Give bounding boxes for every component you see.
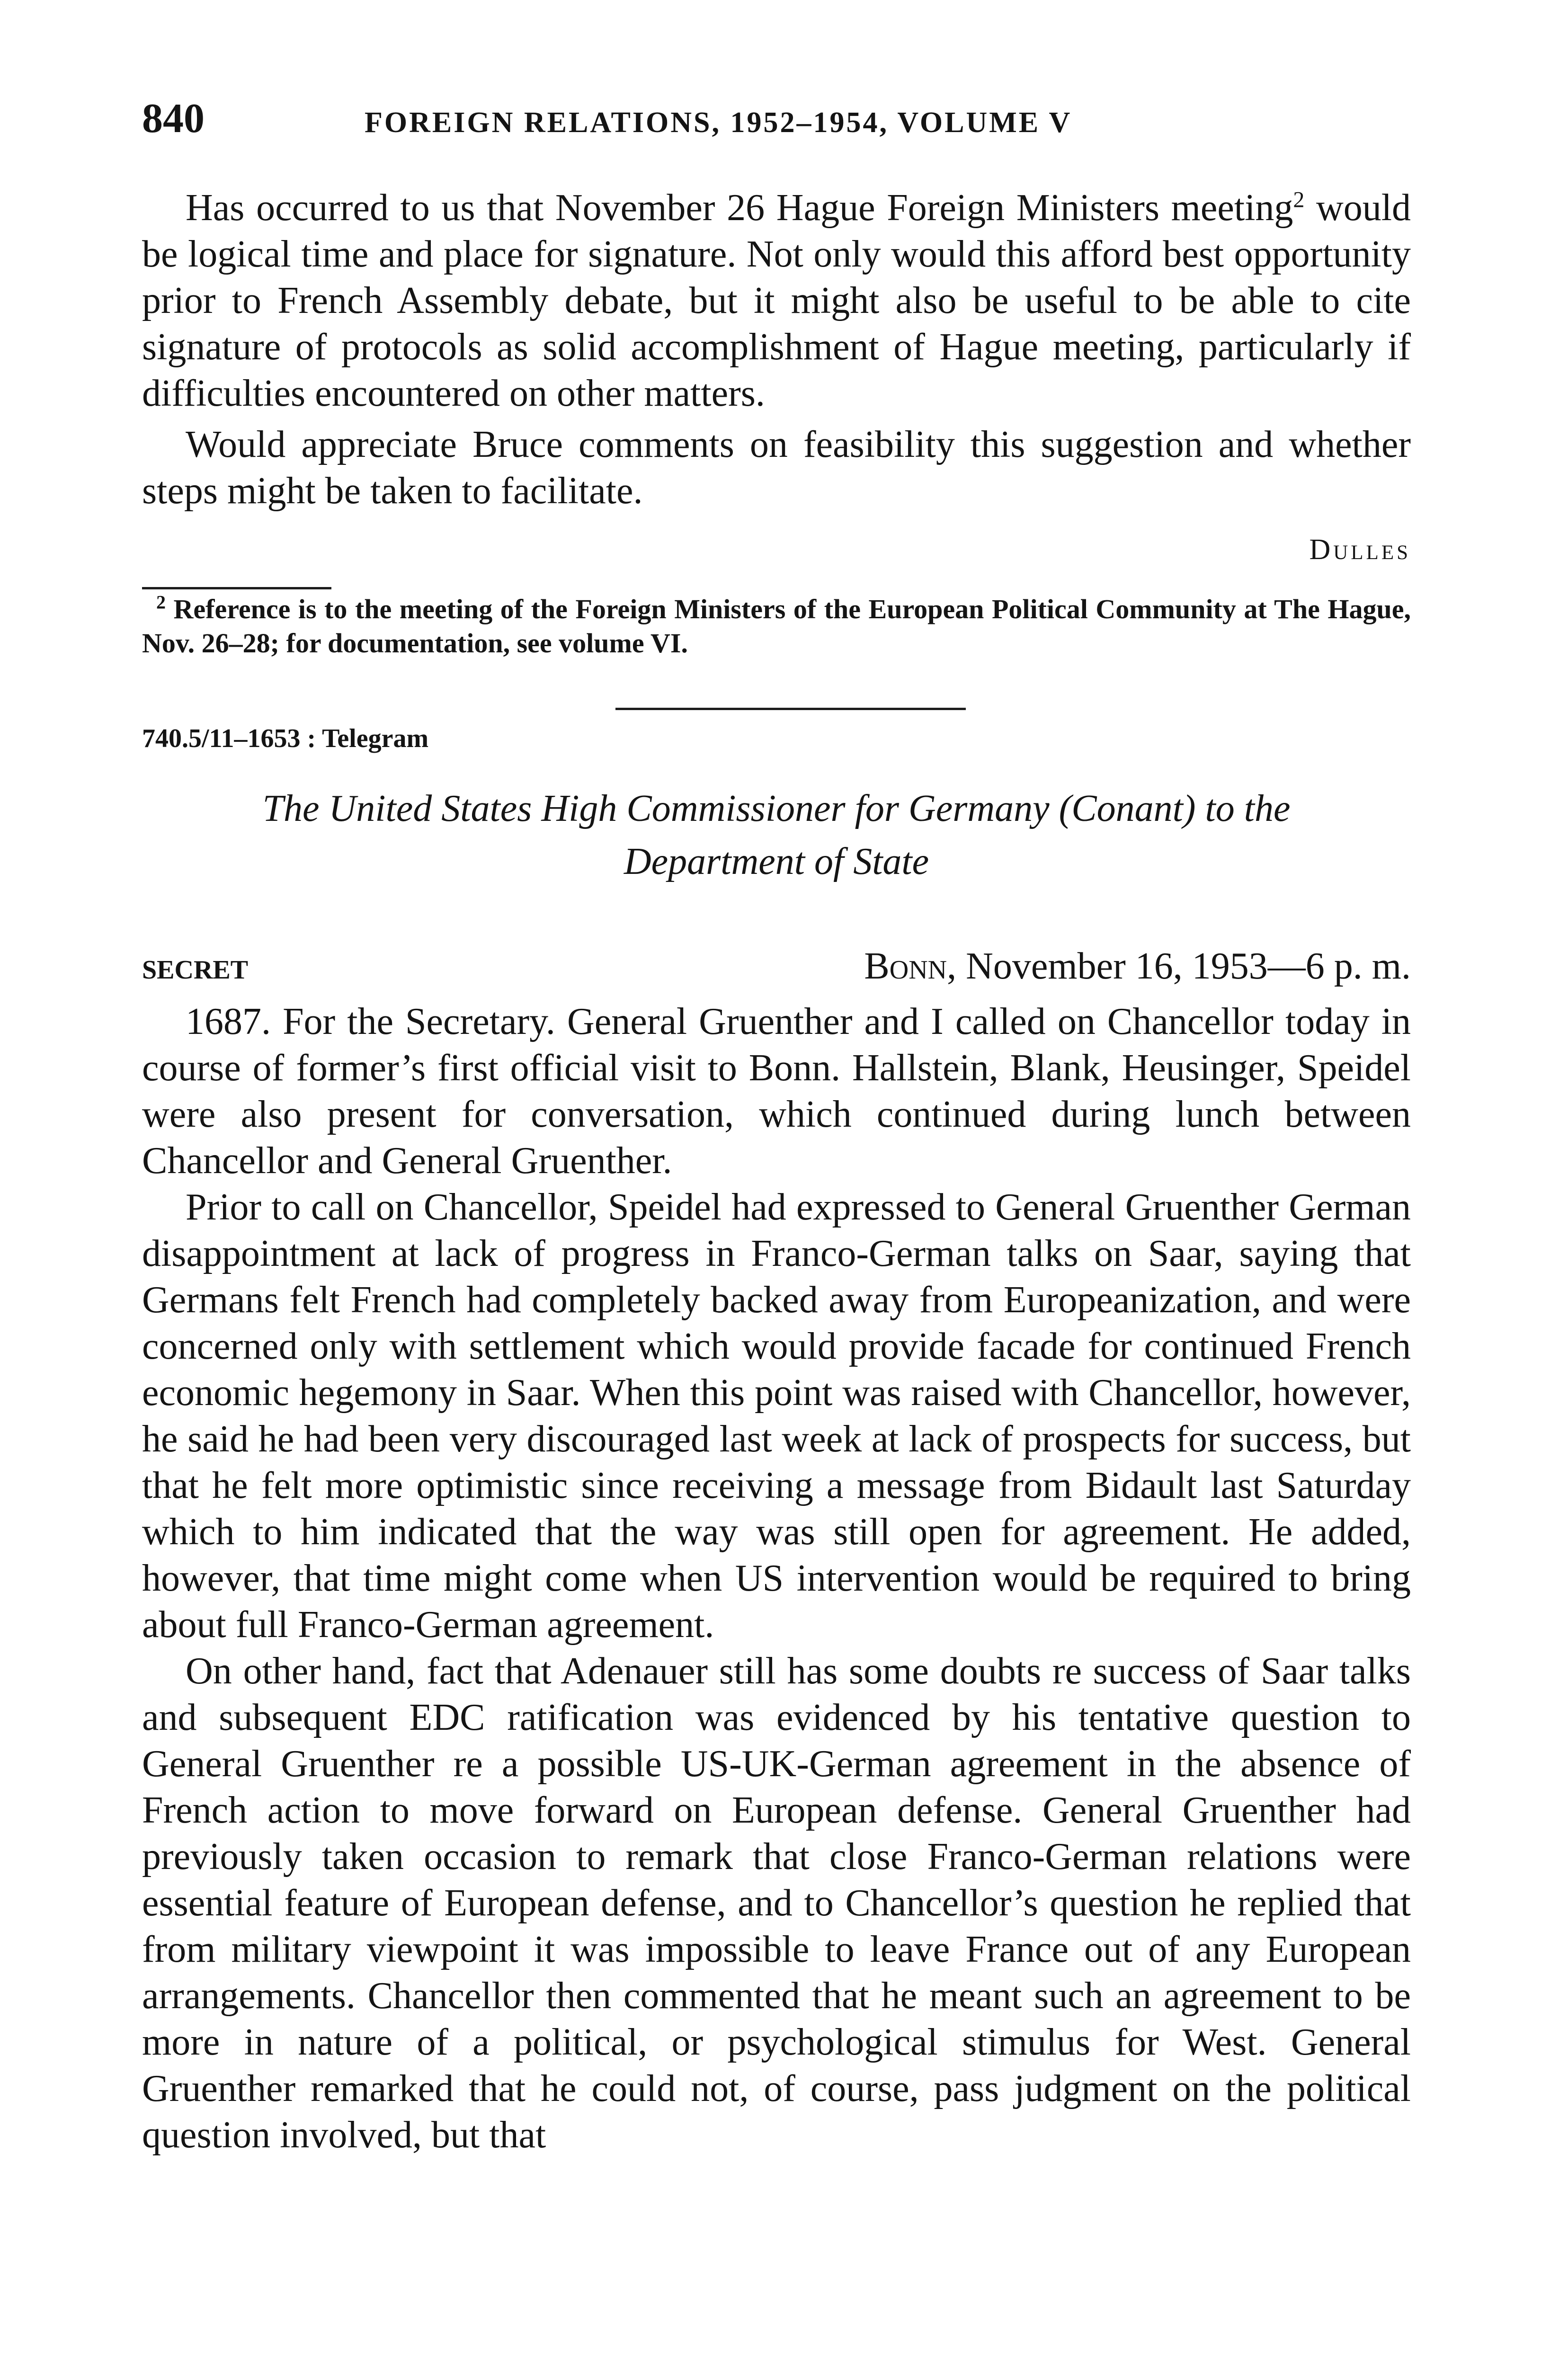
document-title-line-1: The United States High Commissioner for Germany (Conant) to the: [262, 788, 1291, 829]
body-paragraph-2: Prior to call on Chancellor, Speidel had expressed to General Gruenther German disappointment at lack of progress in Franco-German talks on Saar, saying that Germans felt French had completely backed away from Europeanization, and were concerned only with settlement which would provide facade for continued French economic hegemony in Saar. When this point was raised with Chancellor, however, he said he had been very discouraged last week at lack of prospects for success, but that he felt more optimistic since receiving a message from Bidault last Saturday which to him indicated that the way was still open for agreement. He added, however, that time might come when US intervention would be required to bring about full Franco-German agreement.: [142, 1186, 1411, 1646]
classification-label: SECRET: [142, 955, 249, 985]
footnote-marker: 2: [1293, 187, 1305, 213]
signature: Dulles: [1309, 534, 1411, 566]
place: Bonn: [864, 945, 947, 987]
body-paragraph-3: On other hand, fact that Adenauer still has some doubts re success of Saar talks and subsequent EDC ratification was evidenced by his tentative question to General Gruenther re a possible US-UK-German agreement in the absence of French action to move forward on European defense. General Gruenther had previously taken occasion to remark that close Franco-German relations were essential feature of European defense, and to Chancellor’s question he replied that from military viewpoint it was impossible to leave France out of any European arrangements. Chancellor then commented that he meant such an agreement to be more in nature of a political, or psychological stimulus for West. General Gruenther remarked that he could not, of course, pass judgment on the political question involved, but that: [142, 1650, 1411, 2156]
paragraph-text: Has occurred to us that November 26 Hague Foreign Ministers meeting: [186, 187, 1293, 229]
document-title: [142, 782, 1411, 888]
body-paragraph-1: 1687. For the Secretary. General Gruenther and I called on Chancellor today in course of former’s first official visit to Bonn. Hallstein, Blank, Heusinger, Speidel were also present for conversation, which continued during lunch between Chancellor and General Gruenther.: [142, 1001, 1411, 1182]
running-head: [142, 95, 1411, 147]
document-page: [142, 95, 1411, 2158]
document-title-line-2: Department of State: [624, 841, 929, 882]
paragraph-text: would be logical time and place for signature. Not only would this afford best opportunity prior to French Assembly debate, but it might also be useful to be able to cite signature of protocols as solid accomplishment of Hague meeting, particularly if difficulties encountered on other matters.: [142, 187, 1411, 414]
file-reference: 740.5/11–1653 : Telegram: [142, 724, 429, 753]
footnote-number: 2: [156, 591, 166, 613]
page-number: 840: [142, 96, 205, 142]
running-title: FOREIGN RELATIONS, 1952–1954, VOLUME V: [365, 107, 1072, 139]
dateline: [142, 945, 1411, 988]
section-divider: [615, 708, 966, 710]
footnote: [142, 592, 1411, 660]
previous-telegram-paragraph-2: Would appreciate Bruce comments on feasibility this suggestion and whether steps might be taken to facilitate.: [142, 424, 1411, 512]
place-date: [864, 945, 1411, 988]
footnote-text: Reference is to the meeting of the Foreign Ministers of the European Political Community at The Hague, Nov. 26–28; for documentation, see volume VI.: [142, 594, 1411, 658]
footnote-divider: [142, 587, 331, 589]
previous-telegram-paragraph-1: [142, 185, 1411, 417]
date: , November 16, 1953—6 p. m.: [947, 945, 1411, 987]
